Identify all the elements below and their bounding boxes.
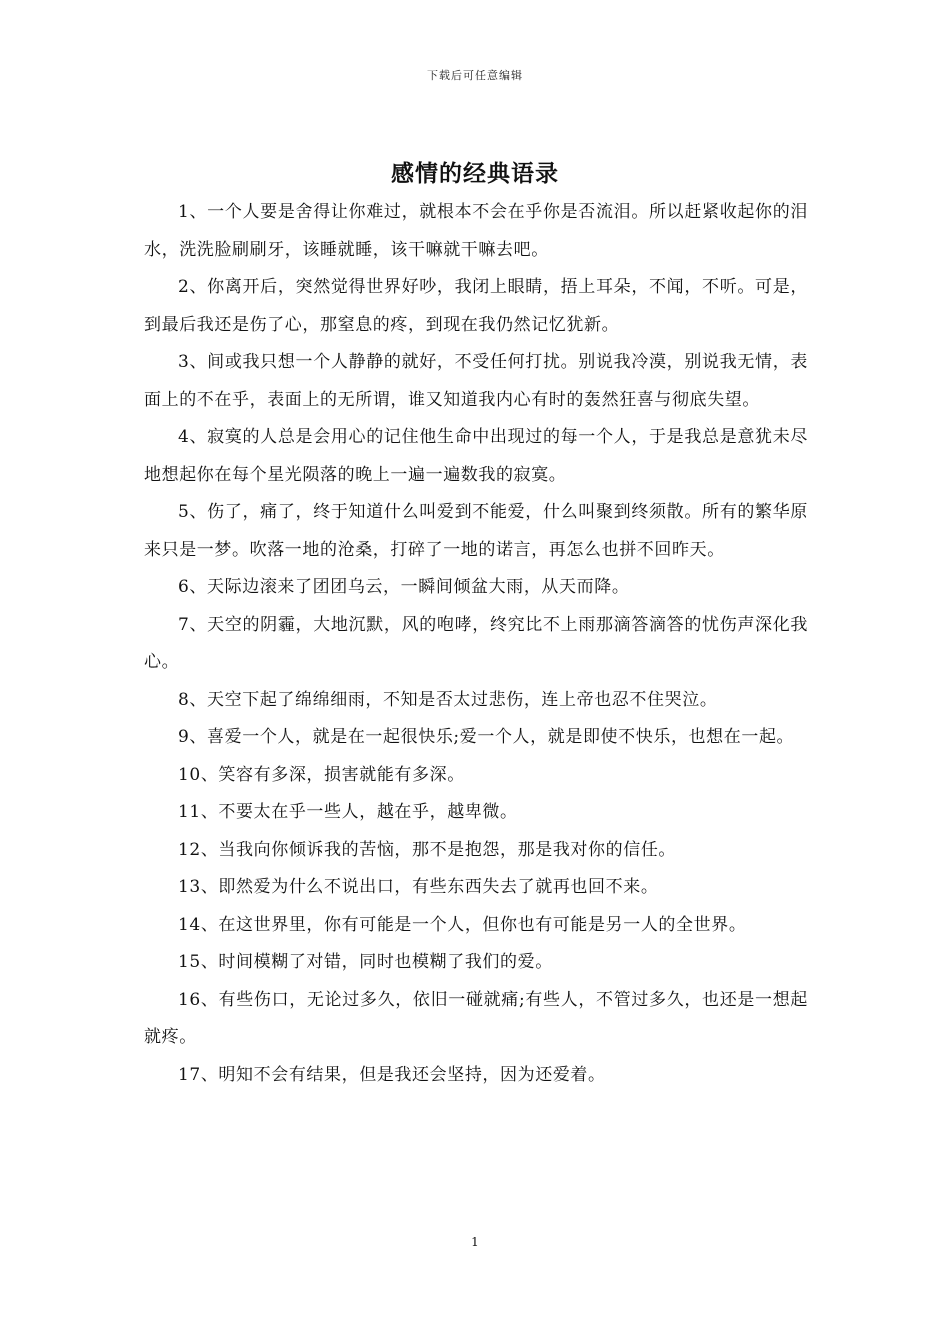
page-header: 下载后可任意编辑 [427,69,523,82]
quote-paragraph: 7、天空的阴霾，大地沉默，风的咆哮，终究比不上雨那滴答滴答的忧伤声深化我心。 [144,614,808,672]
quote-paragraph: 8、天空下起了绵绵细雨，不知是否太过悲伤，连上帝也忍不住哭泣。 [178,689,718,710]
document-body [144,194,808,1094]
quote-paragraph: 3、间或我只想一个人静静的就好，不受任何打扰。别说我冷漠，别说我无情，表面上的不在乎，表面上的无所谓，谁又知道我内心有时的轰然狂喜与彻底失望。 [144,352,808,410]
quote-paragraph: 14、在这世界里，你有可能是一个人，但你也有可能是另一人的全世界。 [178,914,747,935]
quote-paragraph: 2、你离开后，突然觉得世界好吵，我闭上眼睛，捂上耳朵，不闻，不听。可是，到最后我还是伤了心，那窒息的疼，到现在我仍然记忆犹新。 [144,277,808,335]
quote-paragraph: 10、笑容有多深，损害就能有多深。 [178,764,465,785]
quote-paragraph: 4、寂寞的人总是会用心的记住他生命中出现过的每一个人，于是我总是意犹未尽地想起你在每个星光陨落的晚上一遍一遍数我的寂寞。 [144,427,808,485]
quote-paragraph: 11、不要太在乎一些人，越在乎，越卑微。 [178,802,518,822]
quote-paragraph: 1、一个人要是舍得让你难过，就根本不会在乎你是否流泪。所以赶紧收起你的泪水，洗洗脸刷刷牙，该睡就睡，该干嘛就干嘛去吧。 [144,202,808,260]
page-number: 1 [471,1235,479,1249]
document-title: 感情的经典语录 [391,161,559,187]
quote-paragraph: 15、时间模糊了对错，同时也模糊了我们的爱。 [178,952,553,972]
quote-paragraph: 17、明知不会有结果，但是我还会坚持，因为还爱着。 [178,1064,606,1085]
quote-paragraph: 13、即然爱为什么不说出口，有些东西失去了就再也回不来。 [178,877,659,897]
quote-paragraph: 9、喜爱一个人，就是在一起很快乐;爱一个人，就是即使不快乐，也想在一起。 [178,727,795,747]
quote-paragraph: 12、当我向你倾诉我的苦恼，那不是抱怨，那是我对你的信任。 [178,839,677,860]
quote-paragraph: 6、天际边滚来了团团乌云，一瞬间倾盆大雨，从天而降。 [178,577,630,597]
quote-paragraph: 16、有些伤口，无论过多久，依旧一碰就痛;有些人，不管过多久，也还是一想起就疼。 [144,989,808,1047]
quote-paragraph: 5、伤了，痛了，终于知道什么叫爱到不能爱，什么叫聚到终须散。所有的繁华原来只是一梦。吹落一地的沧桑，打碎了一地的诺言，再怎么也拼不回昨天。 [144,502,808,560]
